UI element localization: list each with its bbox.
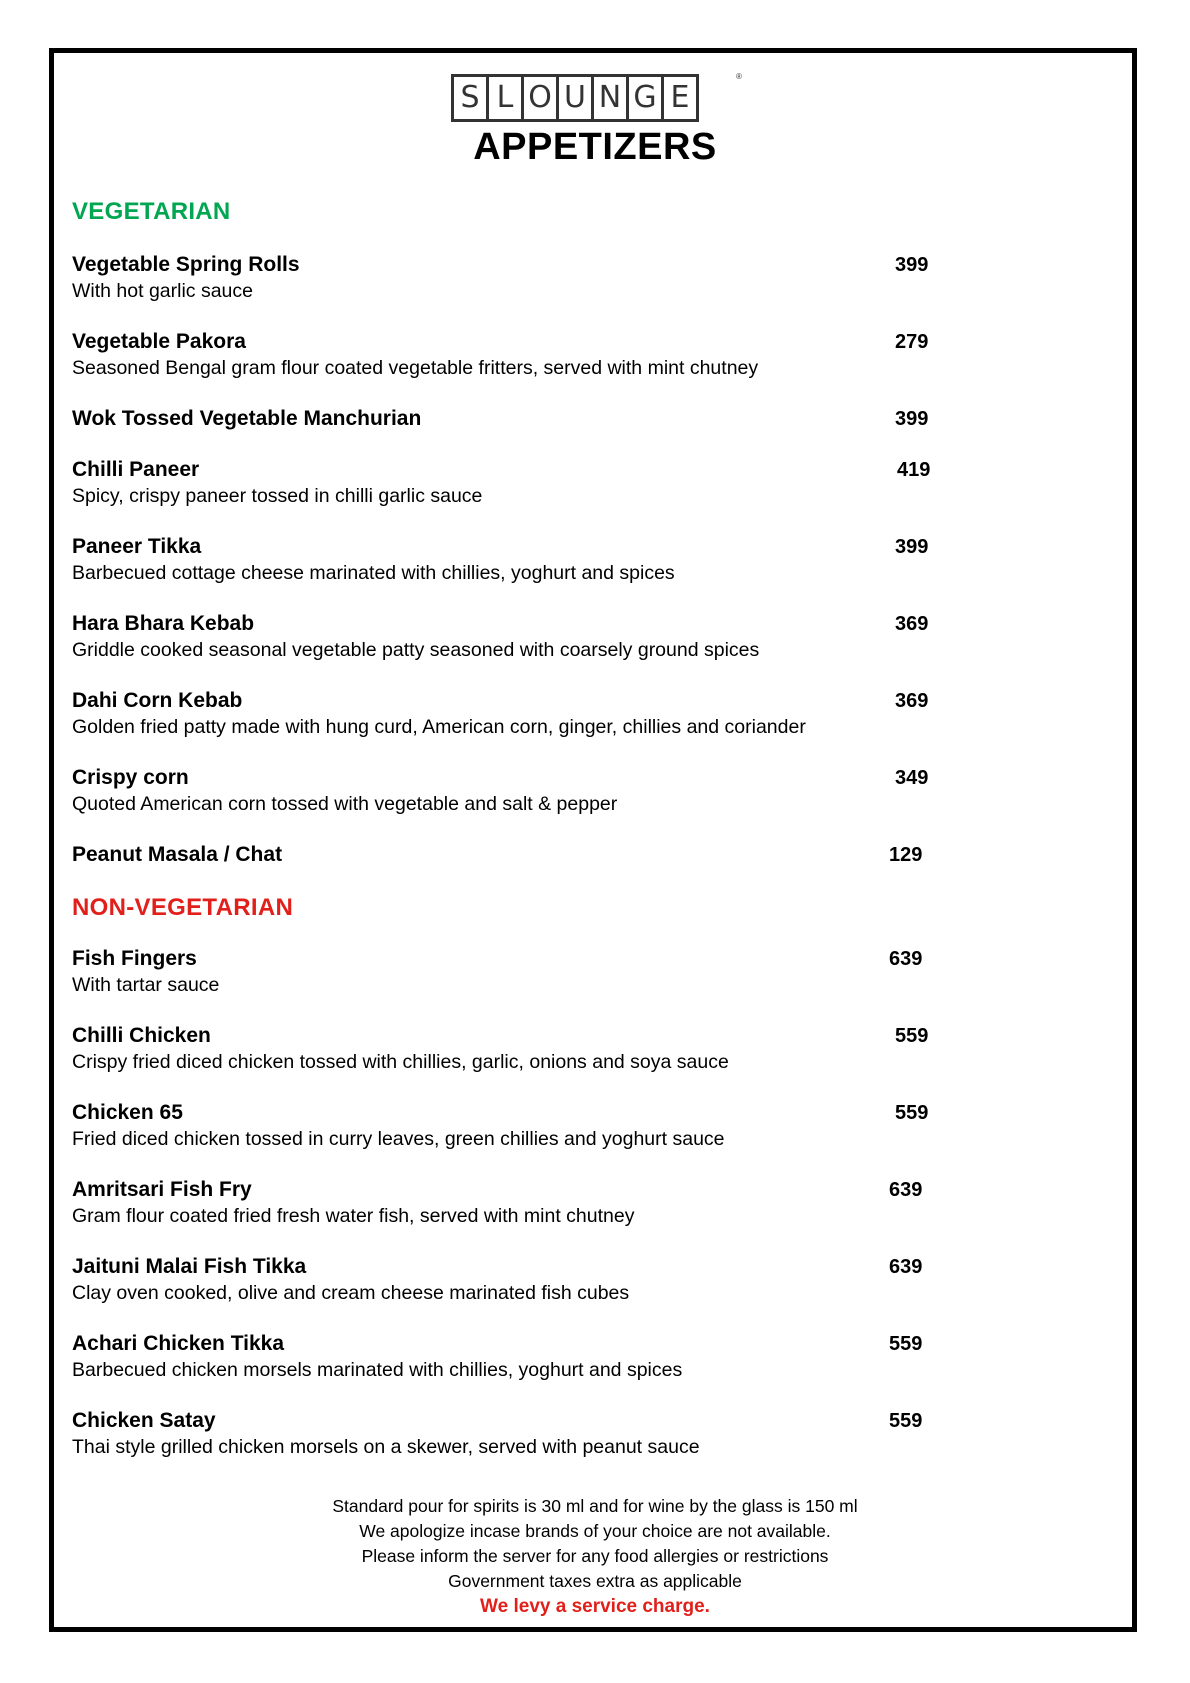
logo-letter: S <box>460 80 480 115</box>
menu-item-name: Hara Bhara Kebab <box>72 612 255 635</box>
menu-item-description: Fried diced chicken tossed in curry leaves, green chillies and yoghurt sauce <box>72 1128 725 1150</box>
footer-notes <box>0 1494 1190 1619</box>
logo-letter: O <box>521 77 556 119</box>
footer-line: Government taxes extra as applicable <box>448 1571 742 1591</box>
page-title: APPETIZERS <box>473 126 717 168</box>
menu-item-description: Seasoned Bengal gram flour coated vegetable fritters, served with mint chutney <box>72 357 759 379</box>
menu-item-name: Paneer Tikka <box>72 535 202 558</box>
menu-item-price: 559 <box>895 1102 929 1124</box>
menu-item-name: Fish Fingers <box>72 947 197 970</box>
registered-mark: ® <box>736 72 742 81</box>
menu-item-price: 399 <box>895 254 929 276</box>
menu-item-description: With tartar sauce <box>72 974 220 996</box>
menu-item-price: 639 <box>889 1179 923 1201</box>
menu-item-description: Griddle cooked seasonal vegetable patty seasoned with coarsely ground spices <box>72 639 760 661</box>
menu-item-name: Chilli Chicken <box>72 1024 211 1047</box>
menu-item-price: 129 <box>889 844 923 866</box>
menu-item-price: 559 <box>889 1410 923 1432</box>
menu-item-price: 369 <box>895 690 929 712</box>
menu-item-description: Gram flour coated fried fresh water fish, served with mint chutney <box>72 1205 635 1227</box>
menu-item-price: 639 <box>889 948 923 970</box>
menu-item-price: 399 <box>895 536 929 558</box>
service-charge-note: We levy a service charge. <box>480 1596 710 1617</box>
menu-item-description: With hot garlic sauce <box>72 280 253 302</box>
logo-letter: U <box>556 77 591 119</box>
menu-item-name: Chicken Satay <box>72 1409 216 1432</box>
menu-item-price: 559 <box>889 1333 923 1355</box>
logo-letter: L <box>486 77 521 119</box>
menu-item-description: Golden fried patty made with hung curd, American corn, ginger, chillies and coriander <box>72 716 806 738</box>
menu-item-description: Barbecued cottage cheese marinated with chillies, yoghurt and spices <box>72 562 675 584</box>
menu-item-description: Spicy, crispy paneer tossed in chilli garlic sauce <box>72 485 483 507</box>
menu-item-price: 369 <box>895 613 929 635</box>
menu-item-name: Vegetable Spring Rolls <box>72 253 300 276</box>
menu-item-price: 559 <box>895 1025 929 1047</box>
logo-letter: E <box>661 77 696 119</box>
brand-logo <box>451 74 699 122</box>
logo-letter: N <box>591 77 626 119</box>
section-heading-vegetarian: VEGETARIAN <box>72 198 231 225</box>
menu-item-name: Crispy corn <box>72 766 189 789</box>
menu-item-price: 639 <box>889 1256 923 1278</box>
menu-item-price: 349 <box>895 767 929 789</box>
menu-item-name: Amritsari Fish Fry <box>72 1178 252 1201</box>
menu-item-name: Chicken 65 <box>72 1101 183 1124</box>
menu-item-name: Chilli Paneer <box>72 458 200 481</box>
menu-item-description: Crispy fried diced chicken tossed with chillies, garlic, onions and soya sauce <box>72 1051 729 1073</box>
menu-item-name: Peanut Masala / Chat <box>72 843 283 866</box>
menu-item-description: Quoted American corn tossed with vegetable and salt & pepper <box>72 793 618 815</box>
footer-line: Please inform the server for any food allergies or restrictions <box>361 1546 829 1566</box>
menu-item-price: 279 <box>895 331 929 353</box>
menu-item-name: Vegetable Pakora <box>72 330 246 353</box>
menu-item-name: Wok Tossed Vegetable Manchurian <box>72 407 422 430</box>
logo-letter: G <box>626 77 661 119</box>
footer-line: We apologize incase brands of your choice are not available. <box>359 1521 831 1541</box>
menu-item-name: Jaituni Malai Fish Tikka <box>72 1255 307 1278</box>
menu-item-name: Dahi Corn Kebab <box>72 689 243 712</box>
menu-item-price: 399 <box>895 408 929 430</box>
menu-item-description: Clay oven cooked, olive and cream cheese marinated fish cubes <box>72 1282 630 1304</box>
footer-line: Standard pour for spirits is 30 ml and for wine by the glass is 150 ml <box>332 1496 858 1516</box>
menu-item-description: Thai style grilled chicken morsels on a skewer, served with peanut sauce <box>72 1436 700 1458</box>
menu-item-name: Achari Chicken Tikka <box>72 1332 285 1355</box>
section-heading-non-vegetarian: NON-VEGETARIAN <box>72 894 294 921</box>
menu-item-description: Barbecued chicken morsels marinated with chillies, yoghurt and spices <box>72 1359 683 1381</box>
menu-item-price: 419 <box>897 459 931 481</box>
